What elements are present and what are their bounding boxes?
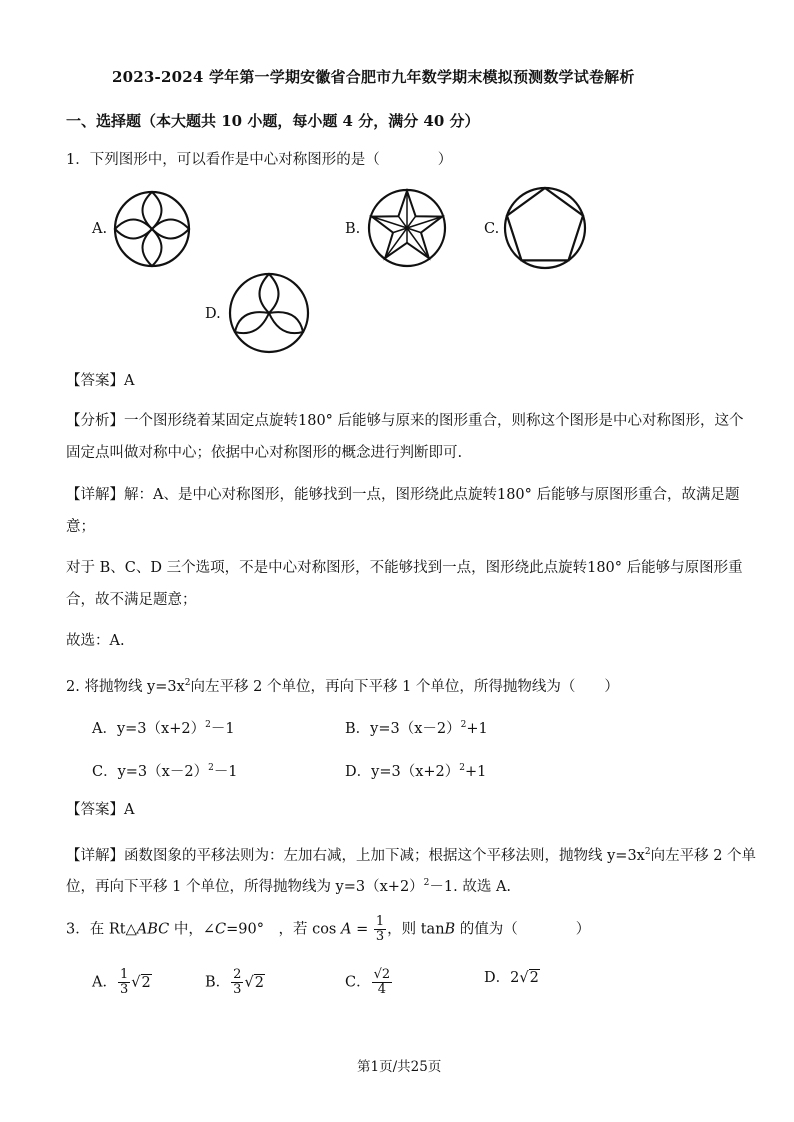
q2-detail-line-1: [66, 842, 756, 866]
q3-option-c-label: C．: [345, 974, 371, 991]
q2-option-a-sup: 2: [205, 720, 211, 730]
q3-option-d: D．2√2: [484, 970, 539, 986]
document-title: 2023-2024 学年第一学期安徽省合肥市九年数学期末模拟预测数学试卷解析: [112, 68, 635, 86]
q2-option-d: [345, 758, 486, 782]
q2-detail-2-pre: 位，再向下平移 1 个单位，所得抛物线为 y=3（x+2）: [66, 878, 424, 895]
q2-option-d-sup: 2: [459, 763, 465, 773]
q3-stem-d: =90° ，若 cos: [226, 921, 341, 938]
q3-stem-a: 3．在 Rt△: [66, 921, 137, 938]
q1-detail-line-4: 合，故不满足题意；: [66, 592, 197, 608]
q2-detail-line-2: [66, 873, 511, 897]
q1-option-c-label: C.: [484, 221, 500, 237]
q2-detail-1-post: 向左平移 2 个单: [650, 847, 757, 864]
q3-option-b-num: 2: [233, 967, 242, 982]
q2-detail-2-post: －1. 故选 A.: [429, 878, 512, 895]
q2-option-c-sup: 2: [208, 763, 214, 773]
q2-option-d-post: +1: [464, 763, 487, 780]
q2-detail-1-pre: 【详解】函数图象的平移法则为：左加右减，上加下减；根据这个平移法则，抛物线 y=3x: [66, 847, 645, 864]
q3-stem-eq: =: [351, 921, 373, 938]
q1-analysis-line-2: 固定点叫做对称中心；依据中心对称图形的概念进行判断即可.: [66, 445, 463, 461]
q2-stem: [66, 673, 619, 697]
q3-stem-angle-a: A: [340, 921, 352, 938]
q2-detail-2-sup: 2: [423, 878, 430, 888]
q2-option-c-post: －1: [213, 763, 238, 780]
q3-option-b: B． $\frac{2}{3}$ √2: [205, 967, 264, 997]
section-heading: 一、选择题（本大题共 10 小题，每小题 4 分，满分 40 分）: [66, 112, 480, 130]
q2-stem-post: 向左平移 2 个单位，再向下平移 1 个单位，所得抛物线为（ ）: [190, 678, 619, 695]
q1-figure-a: [113, 190, 191, 268]
q3-option-c-den: 4: [377, 982, 387, 997]
q3-option-b-radicand: 2: [254, 974, 264, 991]
q2-stem-pre: 2. 将抛物线 y=3x: [66, 678, 185, 695]
q3-option-a: A． $\frac{1}{3}$ √2: [92, 967, 151, 997]
q3-stem-fraction: [374, 915, 386, 944]
q1-detail-line-1: 【详解】解：A、是中心对称图形，能够找到一点，图形绕此点旋转180° 后能够与原图形重合，故满足题: [66, 487, 740, 503]
q1-choice: 故选：A.: [66, 633, 125, 649]
q2-option-b-post: +1: [466, 720, 488, 737]
q1-figure-c: [503, 186, 587, 270]
q1-figure-b: [367, 188, 447, 268]
page-footer: 第1页/共25页: [357, 1059, 442, 1075]
q3-stem-abc: ABC: [136, 921, 170, 938]
q3-stem: [66, 915, 590, 944]
q3-option-d-label: D．: [484, 970, 511, 986]
q3-stem-f: 的值为（ ）: [455, 921, 591, 938]
q3-frac-den: 3: [375, 929, 385, 944]
q2-option-d-pre: D．y=3（x+2）: [345, 763, 460, 780]
q2-option-c: [92, 758, 238, 782]
q2-detail-1-sup: 2: [644, 847, 651, 857]
q2-option-b: [345, 715, 488, 739]
q1-option-d-label: D.: [205, 306, 221, 322]
q3-option-a-num: 1: [119, 967, 129, 982]
q2-stem-sup: 2: [184, 678, 191, 688]
q1-detail-line-2: 意；: [66, 519, 95, 535]
q2-option-a-pre: A．y=3（x+2）: [92, 720, 206, 737]
q3-stem-angle-b: B: [444, 921, 456, 938]
q3-option-a-radicand: 2: [141, 974, 151, 991]
q1-detail-line-3: 对于 B、C、D 三个选项，不是中心对称图形，不能够找到一点，图形绕此点旋转180° 后能够与原图形重: [66, 560, 743, 576]
q3-option-c-num: √2: [373, 967, 391, 982]
q3-frac-num: 1: [375, 914, 385, 929]
q3-option-b-den: 3: [233, 982, 242, 997]
q1-answer: 【答案】A: [66, 373, 135, 389]
q3-stem-b: 中，∠: [169, 921, 215, 938]
q3-option-c: [345, 968, 393, 997]
q2-answer: 【答案】A: [66, 802, 135, 818]
q3-option-b-label: B．: [205, 974, 231, 991]
q3-option-a-label: A．: [92, 974, 117, 991]
q2-option-b-pre: B．y=3（x－2）: [345, 720, 461, 737]
q1-option-a-label: A.: [92, 221, 108, 237]
q2-option-a-post: －1: [210, 720, 235, 737]
q3-stem-e: ，则 tan: [387, 921, 445, 938]
q1-figure-d: [228, 272, 310, 354]
q2-option-c-pre: C．y=3（x－2）: [92, 763, 209, 780]
q1-analysis-line-1: 【分析】一个图形绕着某固定点旋转180° 后能够与原来的图形重合，则称这个图形是中心对称图形，这个: [66, 413, 744, 429]
q3-option-d-radicand: 2: [529, 970, 539, 986]
q3-stem-c: C: [215, 921, 227, 938]
q1-stem: 1．下列图形中，可以看作是中心对称图形的是（ ）: [66, 152, 453, 168]
q1-option-b-label: B.: [345, 221, 361, 237]
q3-option-d-coef: 2: [510, 970, 520, 986]
q2-option-b-sup: 2: [460, 720, 467, 730]
q2-option-a: [92, 715, 235, 739]
q3-option-a-den: 3: [119, 982, 129, 997]
